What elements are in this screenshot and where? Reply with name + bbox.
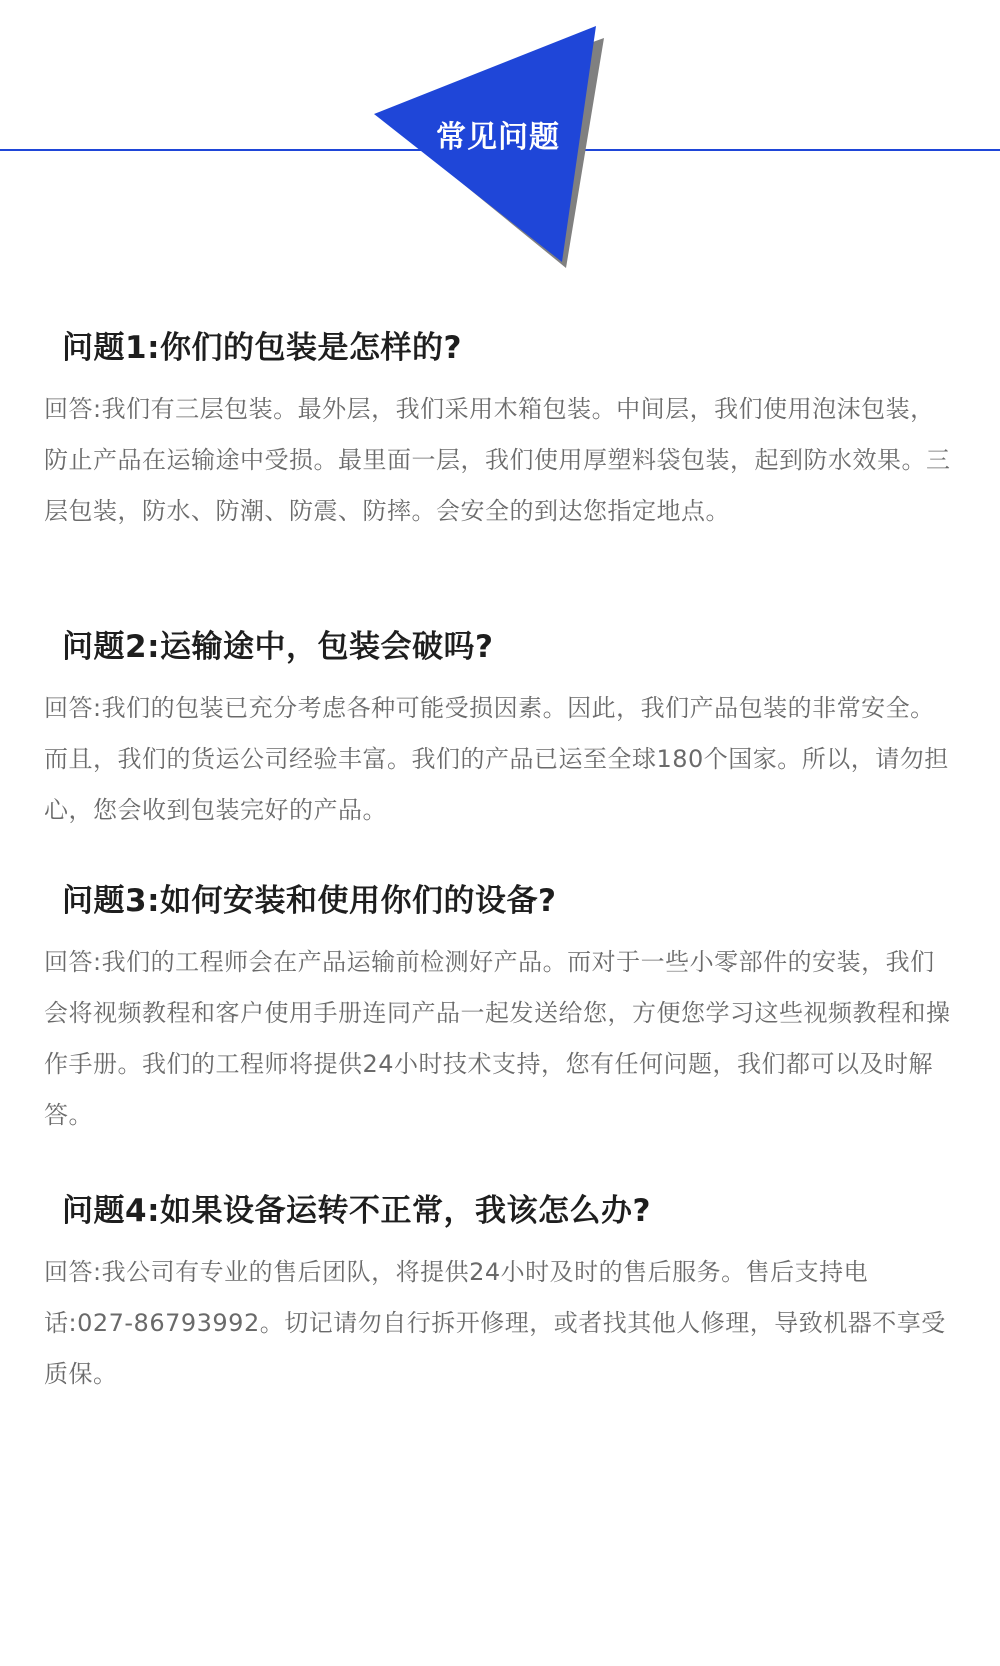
faq-question: 问题2:运输途中，包装会破吗? [62,629,494,665]
faq-question: 问题4:如果设备运转不正常，我该怎么办? [62,1193,651,1229]
faq-answer: 回答:我公司有专业的售后团队，将提供24小时及时的售后服务。售后支持电话:027-86793992。切记请勿自行拆开修理，或者找其他人修理，导致机器不享受质保。 [44,1258,946,1388]
faq-question: 问题3:如何安装和使用你们的设备? [62,883,557,919]
faq-header [0,0,1000,280]
faq-answer: 回答:我们的工程师会在产品运输前检测好产品。而对于一些小零部件的安装，我们会将视频教程和客户使用手册连同产品一起发送给您，方便您学习这些视频教程和操作手册。我们的工程师将提供24小时技术支持，您有任何问题，我们都可以及时解答。 [44,948,951,1129]
faq-answer: 回答:我们有三层包装。最外层，我们采用木箱包装。中间层，我们使用泡沫包装，防止产品在运输途中受损。最里面一层，我们使用厚塑料袋包装，起到防水效果。三层包装，防水、防潮、防震、防摔。会安全的到达您指定地点。 [44,395,951,525]
faq-question: 问题1:你们的包装是怎样的? [62,330,462,366]
page-title: 常见问题 [436,120,560,155]
faq-answer: 回答:我们的包装已充分考虑各种可能受损因素。因此，我们产品包装的非常安全。而且，我们的货运公司经验丰富。我们的产品已运至全球180个国家。所以，请勿担心，您会收到包装完好的产品。 [44,694,949,824]
